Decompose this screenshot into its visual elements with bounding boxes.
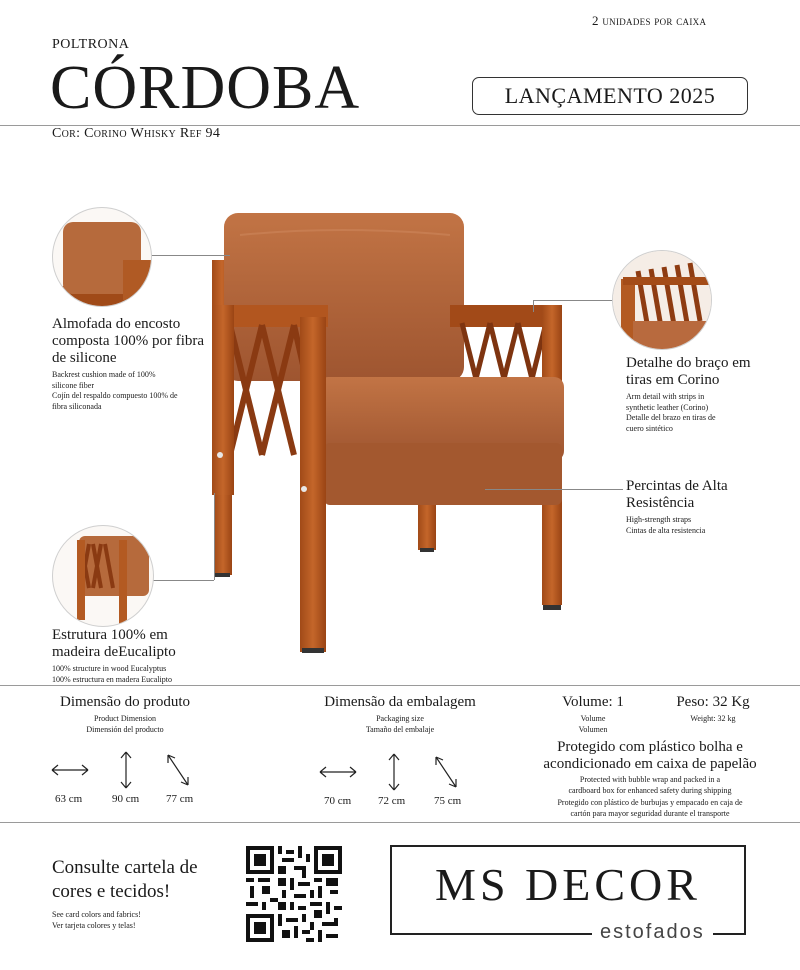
arm-detail-image [612, 250, 712, 350]
feature-straps-pt: Percintas de Alta Resistência [626, 478, 728, 511]
protection-es: Protegido con plástico de burbujas y empacado en caja de cartón para mayor seguridad durante el transporte [557, 798, 743, 818]
color-chart-cta-es: Ver tarjeta colores y telas! [52, 920, 136, 930]
product-dimension [40, 694, 210, 735]
cushion-detail-image [52, 207, 152, 307]
leader-structure-vertical [214, 493, 215, 580]
protection-en: Protected with bubble wrap and packed in a cardboard box for enhanced safety during shipping [568, 775, 732, 795]
leader-arm-vertical [533, 300, 534, 312]
weight-info [660, 694, 766, 725]
volume-en: Volume [580, 714, 606, 723]
volume-es: Volumen [578, 724, 608, 734]
color-reference: Cor: Corino Whisky Ref 94 [52, 126, 221, 141]
weight-en: Weight: 32 kg [690, 714, 736, 723]
feature-arm-pt: Detalhe do braço em tiras em Corino [626, 355, 751, 388]
product-depth-arrow-icon [164, 752, 192, 788]
protection-info [500, 739, 800, 819]
volume-title: Volume: 1 [562, 694, 624, 710]
color-chart-cta [52, 856, 232, 931]
chair-illustration [200, 205, 580, 660]
product-depth-value: 77 cm [166, 793, 194, 805]
product-dimension-title: Dimensão do produto [60, 694, 190, 710]
feature-structure [52, 627, 222, 685]
feature-cushion-es: Cojín del respaldo compuesto 100% de fibra siliconada [52, 391, 178, 411]
product-width-value: 63 cm [55, 793, 83, 805]
packaging-depth-arrow-icon [432, 754, 460, 790]
color-chart-cta-en: See card colors and fabrics! [52, 910, 141, 919]
product-height-arrow-icon [118, 750, 134, 790]
product-dimension-es: Dimensión del producto [86, 724, 164, 734]
brand-logo-subtitle [592, 921, 713, 944]
feature-structure-es: 100% estructura en madera Eucalipto [52, 674, 172, 684]
brand-logo-subtitle-text: estofados [600, 921, 705, 943]
leader-structure [152, 580, 214, 581]
packaging-depth-value: 75 cm [434, 795, 462, 807]
specs-divider-bottom [0, 822, 800, 823]
feature-structure-en: 100% structure in wood Eucalyptus [52, 664, 167, 673]
specs-divider-top [0, 685, 800, 686]
launch-badge [472, 77, 748, 115]
product-name: CÓRDOBA [50, 54, 361, 122]
leader-arm [533, 300, 615, 301]
packaging-width-value: 70 cm [324, 795, 352, 807]
product-height-value: 90 cm [112, 793, 140, 805]
feature-arm [626, 355, 776, 434]
feature-arm-en: Arm detail with strips in synthetic leather (Corino) [626, 392, 709, 412]
feature-cushion [52, 316, 212, 412]
feature-cushion-pt: Almofada do encosto composta 100% por fibra de silicone [52, 316, 205, 366]
feature-straps-en: High-strength straps [626, 515, 692, 524]
qr-code-icon[interactable] [246, 846, 342, 942]
feature-straps [626, 478, 756, 536]
brand-logo-name: MS DECOR [435, 859, 701, 910]
weight-title: Peso: 32 Kg [676, 694, 750, 710]
volume-info [545, 694, 641, 735]
color-chart-cta-pt: Consulte cartela de cores e tecidos! [52, 857, 198, 902]
leader-cushion [150, 255, 230, 256]
packaging-dimension-en: Packaging size [376, 714, 424, 723]
launch-badge-label: LANÇAMENTO 2025 [504, 83, 716, 108]
product-category: POLTRONA [52, 37, 130, 52]
packaging-dimension-title: Dimensão da embalagem [324, 694, 476, 710]
leader-straps [485, 489, 623, 490]
feature-arm-es: Detalle del brazo en tiras de cuero sintético [626, 413, 716, 433]
packaging-height-arrow-icon [386, 752, 402, 792]
packaging-height-value: 72 cm [378, 795, 406, 807]
product-dimension-en: Product Dimension [94, 714, 156, 723]
protection-pt: Protegido com plástico bolha e acondicionado em caixa de papelão [543, 739, 757, 772]
product-width-arrow-icon [50, 762, 90, 778]
feature-straps-es: Cintas de alta resistencia [626, 525, 706, 535]
packaging-dimension-es: Tamaño del embalaje [365, 724, 435, 734]
feature-cushion-en: Backrest cushion made of 100% silicone fiber [52, 370, 156, 390]
packaging-dimension [305, 694, 495, 735]
packaging-width-arrow-icon [318, 764, 358, 780]
units-per-box: 2 unidades por caixa [592, 13, 707, 28]
structure-detail-image [52, 525, 154, 627]
feature-structure-pt: Estrutura 100% em madeira deEucalipto [52, 627, 176, 660]
